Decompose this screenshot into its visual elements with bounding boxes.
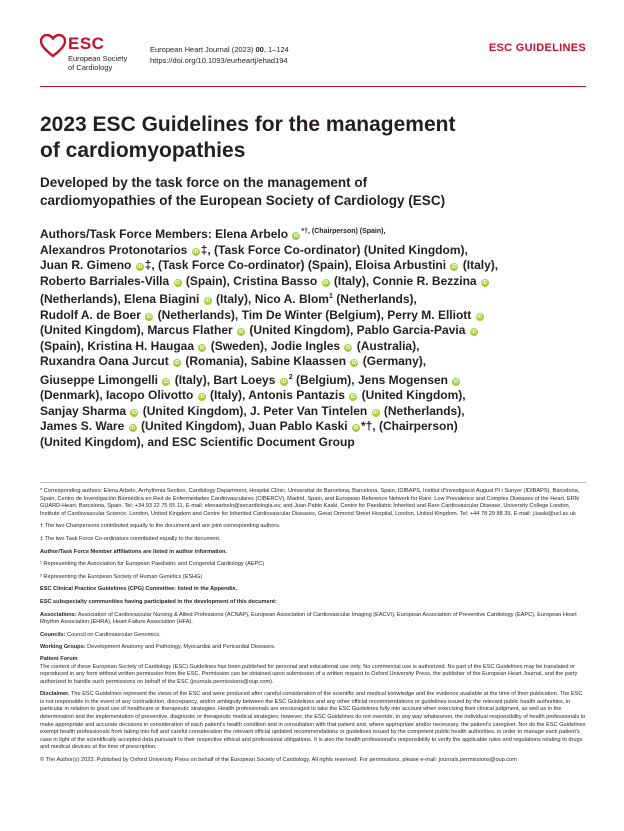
author-line: Sanjay Sharma iD (United Kingdom), J. Peter Van Tintelen iD (Netherlands), [40, 403, 465, 418]
author-line: Roberto Barriales-Villa iD (Spain), Cristina Basso iD (Italy), Connie R. Bezzina iD [40, 273, 488, 288]
orcid-icon[interactable]: iD [482, 279, 488, 286]
author-line: Authors/Task Force Members: Elena Arbelo $iD^{*\dagger, (Chairperson) (Spain),}$ [40, 227, 386, 241]
author-line: (Spain), Kristina H. Haugaa iD (Sweden), Jodie Ingles iD (Australia), [40, 338, 420, 353]
orcid-icon[interactable]: iD [373, 409, 379, 416]
copyright-note: © The Author(s) 2023. Published by Oxford University Press on behalf of the European Society of Cardiology. All rights reserved. For permissions, please e-mail: journals.permissions@oup.com [40, 757, 517, 764]
orcid-icon[interactable]: iD [199, 394, 205, 400]
orcid-icon[interactable]: iD [323, 279, 329, 286]
subspecialty-note: ESC subspecialty communities having participated in the development of this document: [40, 598, 277, 605]
header-divider [40, 86, 586, 87]
author-line: (United Kingdom), and ESC Scientific Document Group [40, 434, 355, 449]
content-note: The content of these European Society of Cardiology (ESC) Guidelines has been published for personal and educational use only. No commercial use is authorized. No part of the ESC Guidelines may be translated or reproduced in any form without written permission from the ESC. Permission can be obtained upon submission of a written request to Oxford University Press, the publisher of the European Heart Journal, and the party authorized to handle such permissions on behalf of the ESC (journals.permissions@oup.com). [40, 663, 578, 685]
associations-note: Associations: Association of Cardiovascular Nursing & Allied Professions (ACNAP), European Association of Cardiovascular Imaging (EACVI), European Association of Preventive Cardiology (EAPC), European Heart Rhythm Association (EHRA), Heart Failure Association (HFA). [40, 611, 577, 626]
author-line: (Netherlands), Elena Biagini iD (Italy), Nico A. Blom$^1$ (Netherlands), [40, 292, 417, 306]
cpg-committee-note: ESC Clinical Practice Guidelines (CPG) Committee: listed in the Appendix. [40, 586, 238, 593]
author-list [40, 224, 588, 450]
orcid-icon[interactable]: iD [130, 425, 136, 431]
orcid-icon[interactable]: iD [137, 264, 143, 270]
disclaimer-note: Disclaimer. The ESC Guidelines represent the views of the ESC and were produced after careful consideration of the scientific and medical knowledge and the evidence available at the time of their publication. The ESC is not responsible in the event of any contradiction, discrepancy, and/or ambiguity between the ESC Guidelines and any other official recommendations or guidelines issued by the relevant public health authorities, in particular in relation to good use of healthcare or therapeutic strategies. Health professionals are encouraged to take the ESC Guidelines fully into account when exercising their clinical judgment, as well as in the determination and the implementation of preventive, diagnostic or therapeutic medical strategies; however, the ESC Guidelines do not override, in any way whatsoever, the individual responsibility of health professionals to make appropriate and accurate decisions in consideration of each patient's health condition and in consultation with that patient and, where appropriate and/or necessary, the patient's caregiver. Nor do the ESC Guidelines exempt health professionals from taking into full and careful consideration the relevant official updated recommendations or guidelines issued by the competent public health authorities, in order to manage each patient's case in light of the scientifically accepted data pursuant to their respective ethical and professional obligations. It is also the health professional's responsibility to verify the applicable rules and regulations relating to drugs and medical devices at the time of prescription. [40, 691, 586, 751]
representation-note-1: ¹ Representing the Association for European Paediatric and Congenital Cardiology (AEPC) [40, 561, 265, 568]
footnote-divider [40, 482, 586, 483]
author-line: (United Kingdom), Marcus Flather iD (United Kingdom), Pablo Garcia-Pavia iD [40, 323, 477, 337]
orcid-icon[interactable]: iD [293, 233, 299, 239]
doi-link[interactable]: https://doi.org/10.1093/eurheartj/ehad194 [150, 56, 288, 65]
title-line-2: of cardiomyopathies [40, 139, 246, 162]
orcid-icon[interactable]: iD [199, 344, 205, 351]
orcid-icon[interactable]: iD [345, 344, 351, 351]
subtitle-line-2: cardiomyopathies of the European Society of Cardiology (ESC) [40, 193, 446, 208]
author-line: Alexandros Protonotarios iD ‡, (Task Force Co-ordinator) (United Kingdom), [40, 242, 468, 257]
orcid-icon[interactable]: iD [238, 329, 244, 335]
orcid-icon[interactable]: iD [351, 360, 357, 366]
esc-heart-logo-icon [40, 34, 66, 58]
orcid-icon[interactable]: iD [174, 360, 180, 366]
esc-logo-subtitle [68, 55, 138, 72]
working-groups-note: Working Groups: Development Anatomy and Pathology, Myocardial and Pericardial Diseases. [40, 644, 276, 651]
page-subtitle [40, 174, 586, 210]
representation-note-2: ² Representing the European Society of Human Genetics (ESHG) [40, 573, 203, 580]
orcid-icon[interactable]: iD [477, 313, 483, 320]
orcid-icon[interactable]: iD [471, 329, 477, 335]
page-title [40, 112, 586, 164]
author-line: Juan R. Gimeno iD ‡, (Task Force Co-ordinator) (Spain), Eloisa Arbustini iD (Italy), [40, 258, 499, 272]
footnotes [40, 488, 586, 770]
orcid-icon[interactable]: iD [205, 298, 211, 304]
corresponding-authors-note: * Corresponding authors: Elena Arbelo, Arrhythmia Section, Cardiology Department, Hospital Clínic, Universitat de Barcelona, Barcelona, Spain, IDIBAPS, Institut d'Investigació August Pi i Sunyer (IDIBAPS), Barcelona, Spain, Centro de Investigación Biomédica en Red de Enfermedades Cardiovasculares (CIBERCV), Madrid, Spain, and European Reference Network for Rare, Low Prevalence and Complex Diseases of the Heart, ERN GUARD-Heart, Barcelona, Spain. Tel: +34 93 22 75 55 11, E-mail: elenaarbelo@secardiologia.es; and Juan Pablo Kaski, Centre for Paediatric Inherited and Rare Cardiovascular Disease, University College London, Institute of Cardiovascular Science, London, United Kingdom and Centre for Inherited Cardiovascular Diseases, Great Ormond Street Hospital, London, United Kingdom. Tel: +44 78 29 88 39, E-mail: j.kaski@ucl.ac.uk [40, 488, 580, 517]
orcid-icon[interactable]: iD [353, 425, 359, 431]
orcid-icon[interactable]: iD [193, 248, 199, 255]
author-line: Rudolf A. de Boer iD (Netherlands), Tim De Winter (Belgium), Perry M. Elliott iD [40, 307, 483, 322]
journal-pages: , 1–124 [263, 45, 289, 54]
orcid-icon[interactable]: iD [163, 378, 169, 385]
section-tag: ESC GUIDELINES [488, 42, 586, 54]
esc-logo-sub1: European Society [68, 54, 128, 63]
author-line: James S. Ware iD (United Kingdom), Juan Pablo Kaski iD *†, (Chairperson) [40, 419, 458, 433]
councils-note: Councils: Council on Cardiovascular Genomics. [40, 631, 161, 638]
journal-name: European Heart Journal (2023) [150, 45, 256, 54]
subtitle-line-1: Developed by the task force on the management of [40, 175, 368, 190]
orcid-icon[interactable]: iD [451, 264, 457, 270]
author-line: (Denmark), Iacopo Olivotto iD (Italy), Antonis Pantazis iD (United Kingdom), [40, 388, 466, 402]
author-line: Ruxandra Oana Jurcut iD (Romania), Sabine Klaassen iD (Germany), [40, 354, 427, 368]
orcid-icon[interactable]: iD [146, 313, 152, 320]
orcid-icon[interactable]: iD [350, 394, 356, 400]
affiliations-note: Author/Task Force Member affiliations are listed in author information. [40, 548, 228, 555]
orcid-icon[interactable]: iD [281, 378, 287, 385]
chairpersons-note: † The two Chairpersons contributed equally to the document and are joint corresponding authors. [40, 523, 281, 530]
coordinators-note: ‡ The two Task Force Co-ordinators contributed equally to the document. [40, 535, 221, 542]
journal-volume: 00 [255, 45, 264, 54]
esc-logo-word: ESC [68, 34, 105, 53]
esc-logo-sub2: of Cardiology [68, 62, 113, 72]
journal-citation [150, 44, 289, 66]
author-line: Giuseppe Limongelli iD (Italy), Bart Loeys $iD^2$ (Belgium), Jens Mogensen iD [40, 372, 459, 387]
patient-forum-label: Patient Forum [40, 655, 78, 662]
orcid-icon[interactable]: iD [453, 378, 459, 385]
orcid-icon[interactable]: iD [175, 279, 181, 286]
orcid-icon[interactable]: iD [131, 409, 137, 416]
title-line-1: 2023 ESC Guidelines for the management [40, 113, 456, 136]
